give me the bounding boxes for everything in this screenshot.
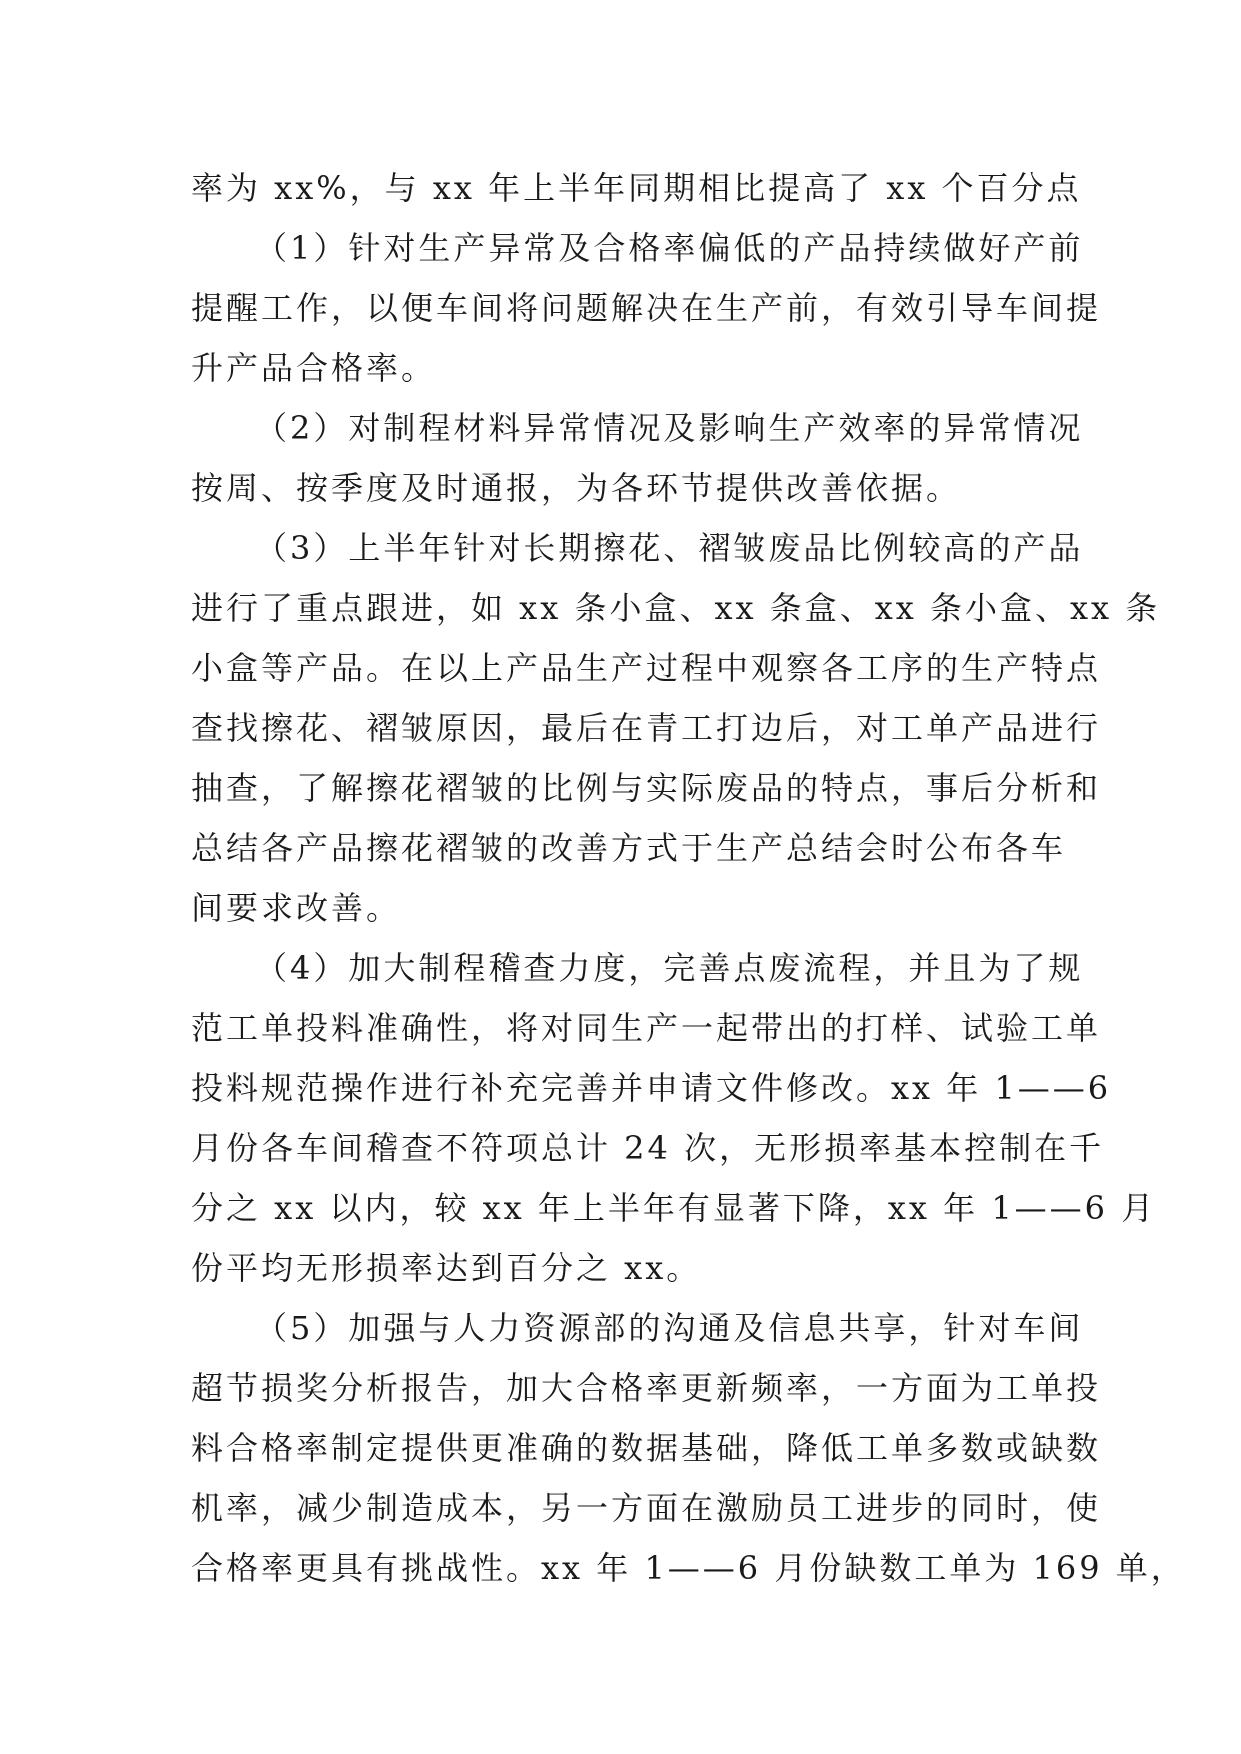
paragraph-4-start: （4）加大制程稽查力度，完善点废流程，并且为了规 — [255, 949, 1084, 987]
body-text — [191, 158, 1186, 1598]
paragraph-1-start: （1）针对生产异常及合格率偏低的产品持续做好产前 — [255, 229, 1084, 267]
text-line: 料合格率制定提供更准确的数据基础，降低工单多数或缺数 — [191, 1429, 1102, 1467]
text-line: 合格率更具有挑战性。xx 年 1——6 月份缺数工单为 169 单， — [191, 1549, 1186, 1587]
text-line: 超节损奖分析报告，加大合格率更新频率，一方面为工单投 — [191, 1369, 1102, 1407]
text-line: 份平均无形损率达到百分之 xx。 — [191, 1249, 702, 1287]
text-line: 查找擦花、褶皱原因，最后在青工打边后，对工单产品进行 — [191, 709, 1102, 747]
paragraph-5-start: （5）加强与人力资源部的沟通及信息共享，针对车间 — [255, 1309, 1084, 1347]
text-line: 月份各车间稽查不符项总计 24 次，无形损率基本控制在千 — [191, 1129, 1105, 1167]
text-line: 升产品合格率。 — [191, 349, 437, 387]
text-line: 投料规范操作进行补充完善并申请文件修改。xx 年 1——6 — [191, 1069, 1112, 1107]
text-line: 机率，减少制造成本，另一方面在激励员工进步的同时，使 — [191, 1489, 1102, 1527]
text-line: 范工单投料准确性，将对同生产一起带出的打样、试验工单 — [191, 1009, 1102, 1047]
text-line: 间要求改善。 — [191, 889, 402, 927]
text-line: 进行了重点跟进，如 xx 条小盒、xx 条盒、xx 条小盒、xx 条 — [191, 589, 1161, 627]
paragraph-2-start: （2）对制程材料异常情况及影响生产效率的异常情况 — [255, 409, 1084, 447]
text-line: 分之 xx 以内，较 xx 年上半年有显著下降，xx 年 1——6 月 — [191, 1189, 1157, 1227]
text-line: 小盒等产品。在以上产品生产过程中观察各工序的生产特点 — [191, 649, 1102, 687]
text-line: 抽查，了解擦花褶皱的比例与实际废品的特点，事后分析和 — [191, 769, 1102, 807]
paragraph-3-start: （3）上半年针对长期擦花、褶皱废品比例较高的产品 — [255, 529, 1084, 567]
text-line: 提醒工作，以便车间将问题解决在生产前，有效引导车间提 — [191, 289, 1102, 327]
text-line: 总结各产品擦花褶皱的改善方式于生产总结会时公布各车 — [191, 829, 1067, 867]
text-line: 率为 xx%，与 xx 年上半年同期相比提高了 xx 个百分点 — [191, 169, 1082, 207]
text-line: 按周、按季度及时通报，为各环节提供改善依据。 — [191, 469, 962, 507]
